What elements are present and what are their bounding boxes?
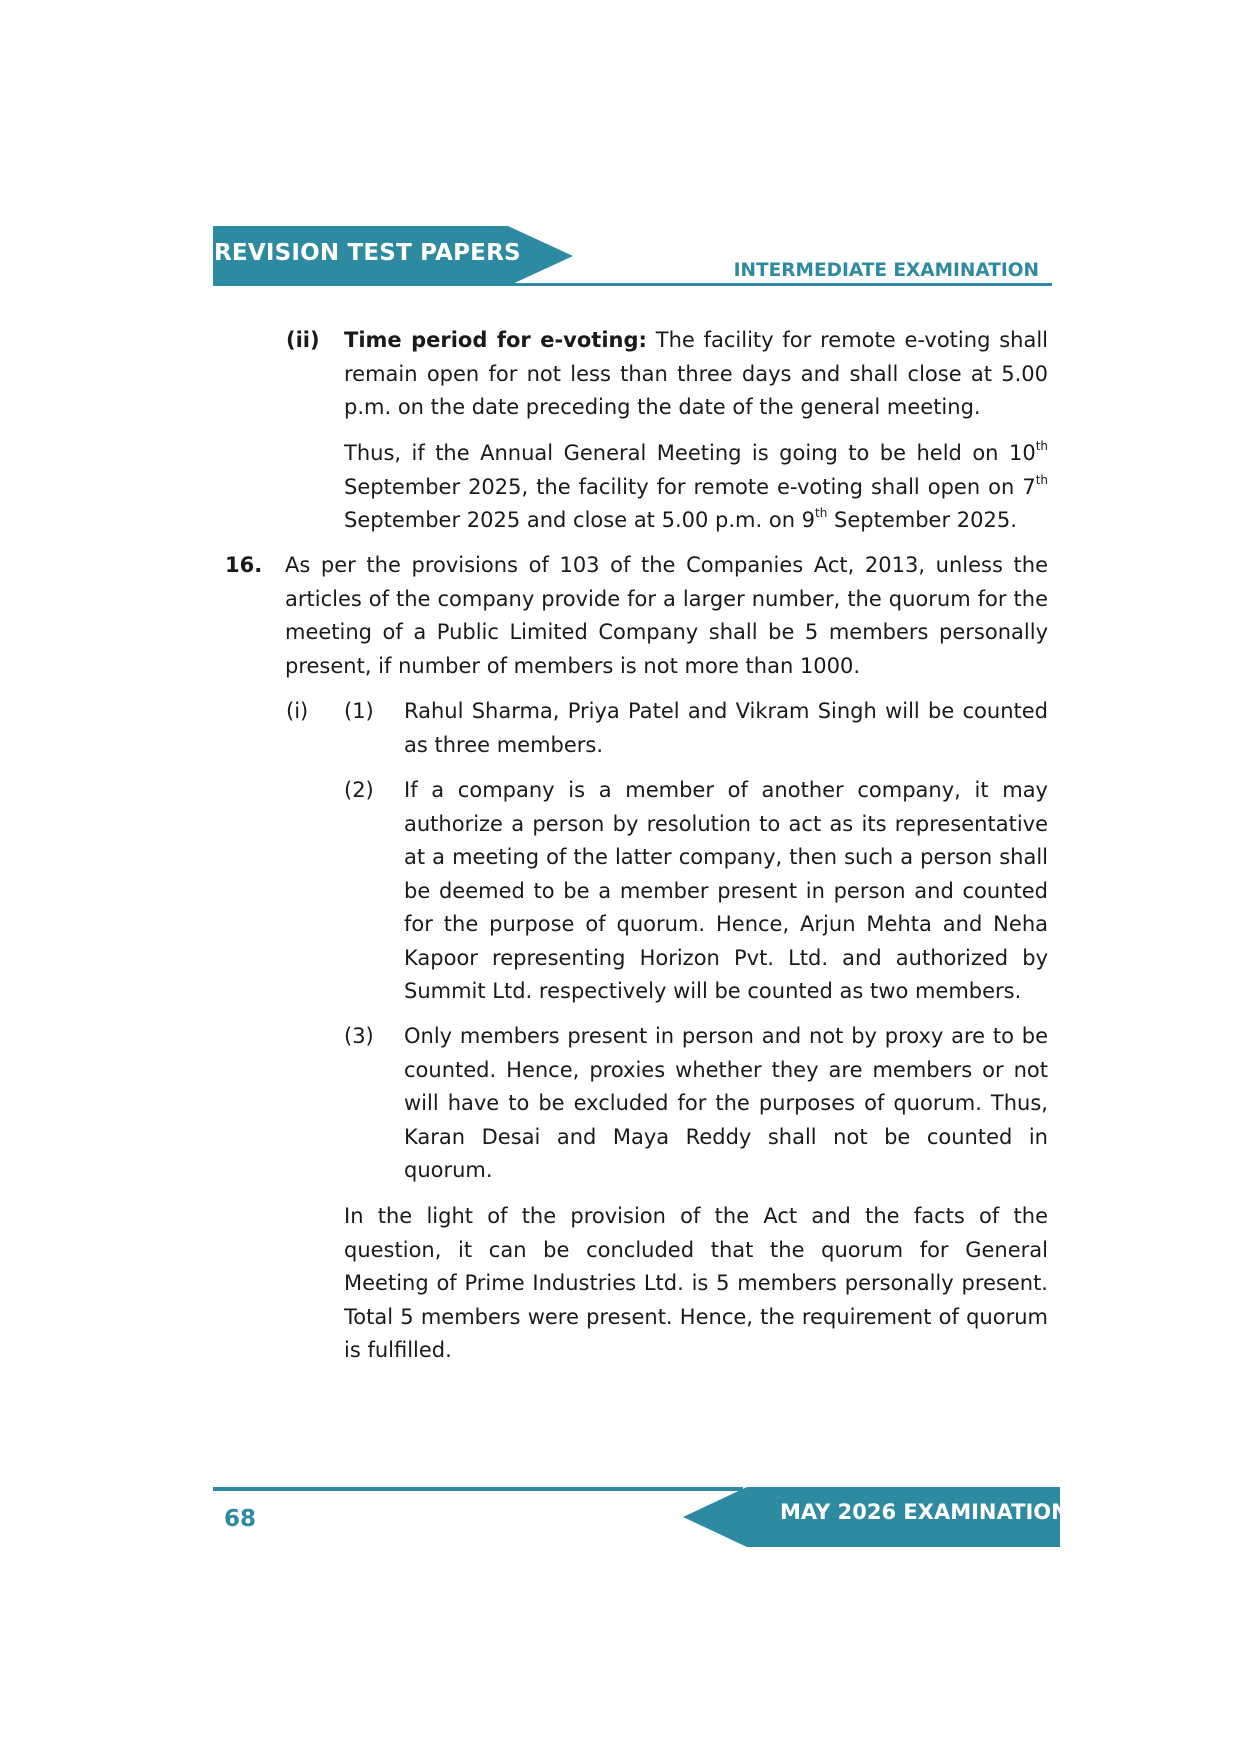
point-3-label: (3) [344,1024,374,1048]
example-text-4: September 2025. [827,508,1017,532]
question-16-intro: As per the provisions of 103 of the Companies Act, 2013, unless the articles of the company provide for a larger number, the quorum for the meeting of a Public Limited Company shall be 5 members personally present, if number of members is not more than 1000. [285,553,1048,678]
point-2-text: If a company is a member of another company, it may authorize a person by resolution to act as its representative at a meeting of the latter company, then such a person shall be deemed to be a member present in person and counted for the purpose of quorum. Hence, Arjun Mehta and Neha Kapoor representing Horizon Pvt. Ltd. and authorized by Summit Ltd. respectively will be counted as two members. [404,778,1048,1003]
page-number: 68 [224,1506,257,1532]
footer-exam-name: MAY 2026 EXAMINATION [780,1500,1069,1524]
point-2-label: (2) [344,778,374,802]
header-title: REVISION TEST PAPERS [214,240,521,266]
item-ii-example [344,437,1048,538]
example-sup-3: th [815,506,828,520]
item-ii-number: (ii) [286,328,320,352]
point-1-text: Rahul Sharma, Priya Patel and Vikram Singh will be counted as three members. [404,699,1048,757]
point-3-text: Only members present in person and not by proxy are to be counted. Hence, proxies whether they are members or not will have to be excluded for the purposes of quorum. Thus, Karan Desai and Maya Reddy shall not be counted in quorum. [404,1024,1048,1182]
example-sup-1: th [1035,439,1048,453]
header-exam-name: INTERMEDIATE EXAMINATION [733,260,1039,281]
footer-rule [213,1487,743,1491]
example-text-3: September 2025 and close at 5.00 p.m. on 9 [344,508,816,532]
example-text-2: September 2025, the facility for remote e-voting shall open on 7 [344,474,1036,499]
header-rule [213,283,1052,286]
example-sup-2: th [1035,472,1048,487]
example-text-1: Thus, if the Annual General Meeting is going to be held on 10 [344,441,1036,465]
item-ii-text: The facility for remote e-voting shall remain open for not less than three days and shall close at 5.00 p.m. on the date preceding the date of the general meeting. [344,328,1048,419]
conclusion-paragraph: In the light of the provision of the Act and the facts of the question, it can be concluded that the quorum for General Meeting of Prime Industries Ltd. is 5 members personally present. Total 5 members were present. Hence, the requirement of quorum is fulfilled. [344,1204,1048,1362]
part-i-label: (i) [286,699,309,723]
point-1-label: (1) [344,699,374,723]
question-16-number: 16. [225,553,263,577]
item-ii-paragraph [344,324,1048,425]
item-ii-heading: Time period for e-voting: [344,328,647,352]
